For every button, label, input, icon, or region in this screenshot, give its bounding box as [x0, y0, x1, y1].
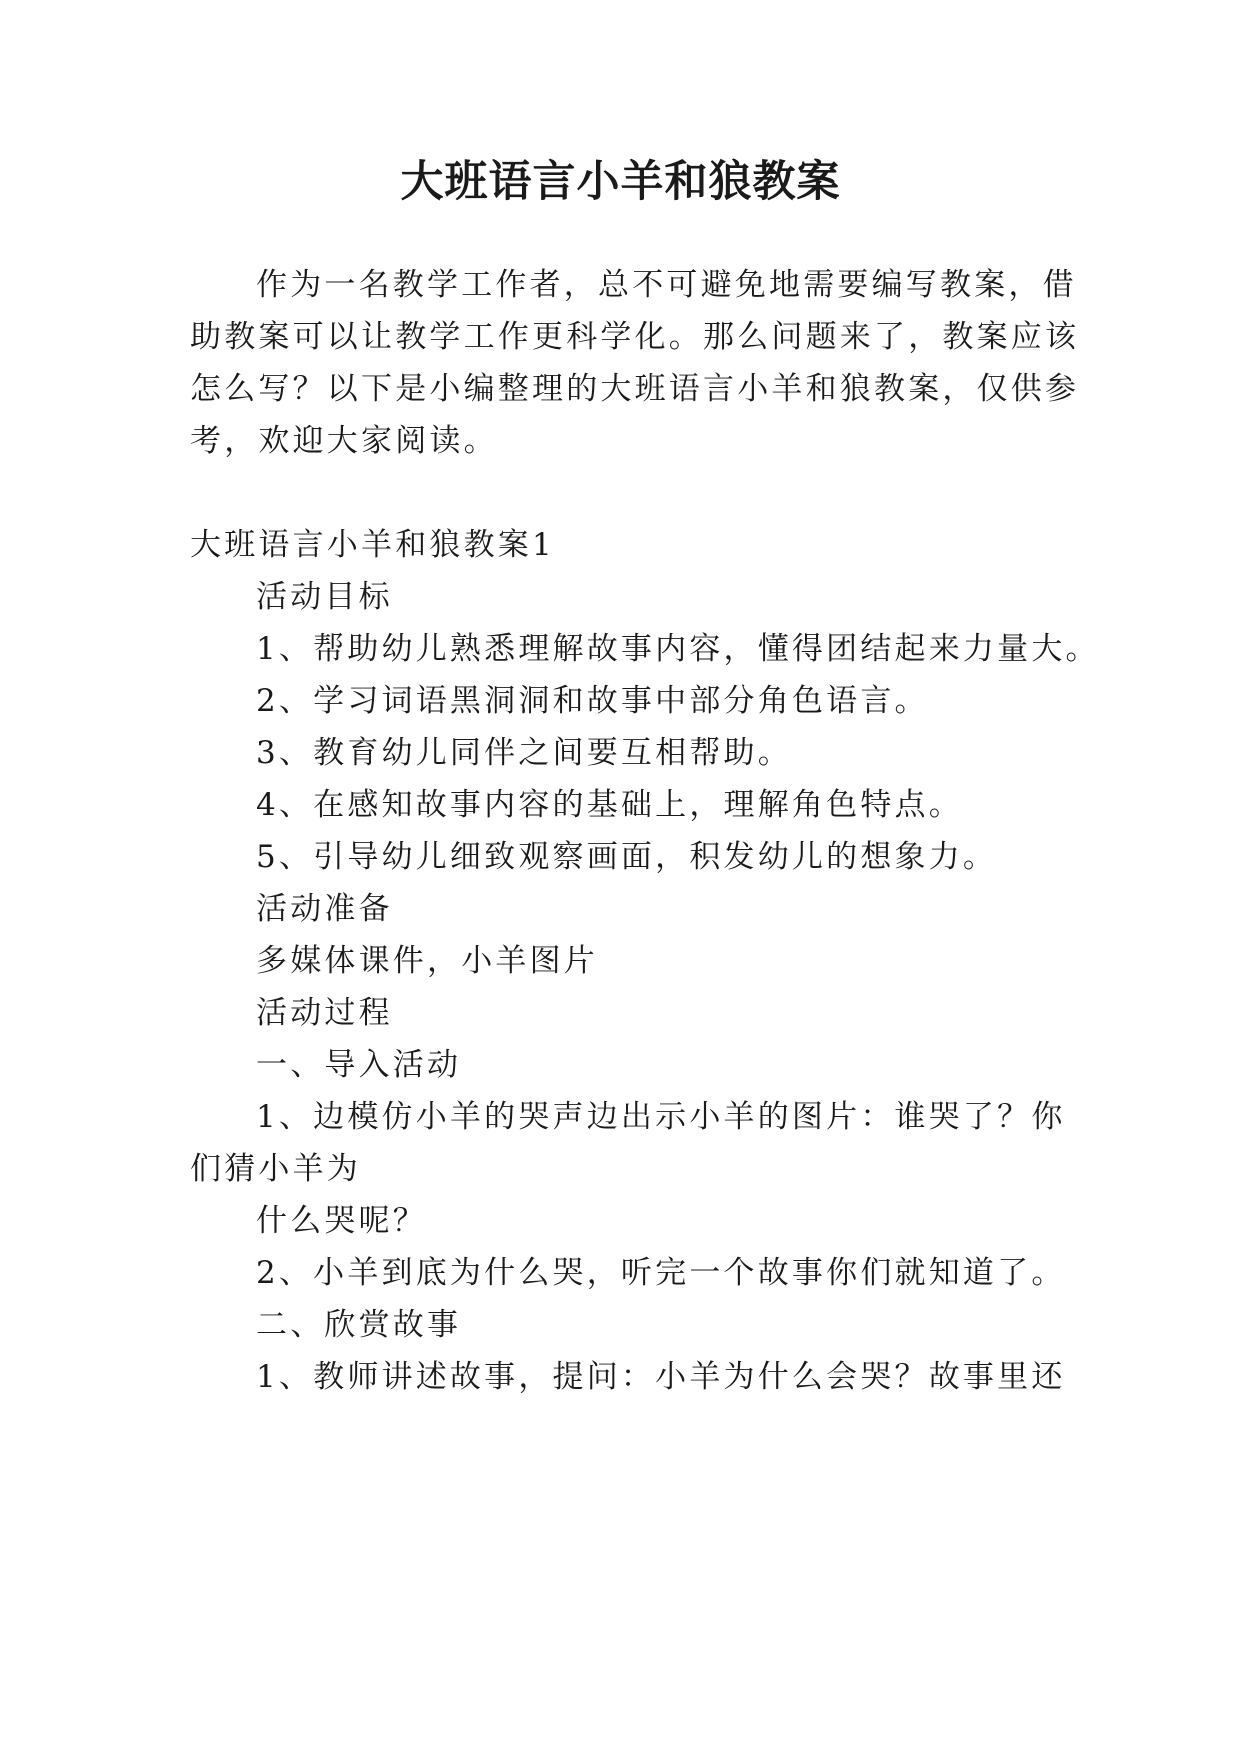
body-line: 3、教育幼儿同伴之间要互相帮助。 — [256, 735, 792, 771]
body-line: 多媒体课件，小羊图片 — [256, 943, 598, 979]
body-line: 4、在感知故事内容的基础上，理解角色特点。 — [256, 787, 963, 823]
body-line: 5、引导幼儿细致观察画面，积发幼儿的想象力。 — [256, 839, 998, 875]
body-line: 一、导入活动 — [256, 1047, 462, 1083]
intro-line: 助教案可以让教学工作更科学化。那么问题来了，教案应该 — [190, 319, 1080, 355]
section-heading: 大班语言小羊和狼教案1 — [190, 527, 555, 563]
body-line: 活动过程 — [256, 995, 393, 1031]
body-line: 1、教师讲述故事，提问：小羊为什么会哭？故事里还 — [256, 1359, 1066, 1395]
document-title: 大班语言小羊和狼教案 — [400, 157, 841, 207]
body-line: 1、边模仿小羊的哭声边出示小羊的图片：谁哭了？你 — [256, 1099, 1066, 1135]
intro-line: 怎么写？以下是小编整理的大班语言小羊和狼教案，仅供参 — [190, 371, 1080, 407]
body-line: 们猜小羊为 — [190, 1151, 361, 1187]
intro-line: 作为一名教学工作者，总不可避免地需要编写教案，借 — [256, 267, 1077, 303]
body-line: 什么哭呢？ — [256, 1203, 427, 1239]
body-line: 1、帮助幼儿熟悉理解故事内容，懂得团结起来力量大。 — [256, 631, 1100, 667]
body-line: 2、小羊到底为什么哭，听完一个故事你们就知道了。 — [256, 1255, 1066, 1291]
body-line: 活动准备 — [256, 891, 393, 927]
body-line: 二、欣赏故事 — [256, 1307, 462, 1343]
intro-line: 考，欢迎大家阅读。 — [190, 423, 498, 459]
body-line: 活动目标 — [256, 579, 393, 615]
body-line: 2、学习词语黑洞洞和故事中部分角色语言。 — [256, 683, 929, 719]
